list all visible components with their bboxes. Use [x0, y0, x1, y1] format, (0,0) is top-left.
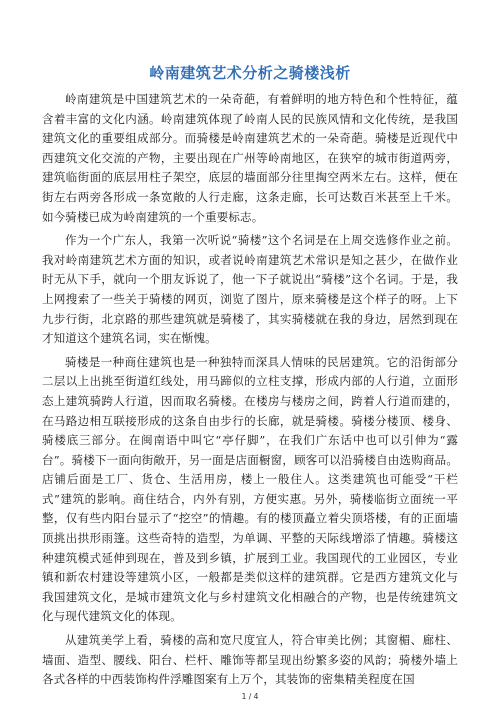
paragraph-personal: 作为一个广东人，我第一次听说“骑楼”这个名词是在上周交选修作业之前。我对岭南建筑艺术方面的知识，或者说岭南建筑艺术常识是知之甚少，在做作业时无从下手，就向一个朋友诉说了，他一下子就说出“骑楼”这个名词。于是，我上网搜索了一些关于骑楼的网页，浏览了图片，原来骑楼是这个样子的呀。上下九步行街，北京路的那些建筑就是骑楼了，其实骑楼就在我的身边，居然到现在才知道这个建筑名词，实在惭愧。 [42, 233, 458, 346]
paragraph-intro: 岭南建筑是中国建筑艺术的一朵奇葩，有着鲜明的地方特色和个性特征，蕴含着丰富的文化内涵。岭南建筑体现了岭南人民的民族风情和文化传统，是我国建筑文化的重要组成部分。而骑楼是岭南建筑艺术的一朵奇葩。骑楼是近现代中西建筑文化交流的产物，主要出现在广州等岭南地区，在狭窄的城市街道两旁，建筑临街面的底层用柱子架空，底层的墙面部分往里掏空两米左右。这样，便在街左右两旁各形成一条宽敞的人行走廊，这条走廊，长可达数百米甚至上千米。如今骑楼已成为岭南建筑的一个重要标志。 [42, 92, 458, 224]
page-number: 1 / 4 [241, 692, 259, 701]
document-title: 岭南建筑艺术分析之骑楼浅析 [149, 64, 351, 82]
paragraph-aesthetics: 从建筑美学上看，骑楼的高和宽尺度宜人，符合审美比例；其窗楣、廊柱、墙面、造型、腰线、阳台、栏杆、雕饰等都呈现出纷繁多姿的风韵；骑楼外墙上各式各样的中西装饰构件浮雕图案有上万个，其装饰的密集精美程度在国 [42, 633, 458, 687]
paragraph-definition: 骑楼是一种商住建筑也是一种独特而深具人情味的民居建筑。它的沿街部分二层以上出挑至街道红线处，用马蹄似的立柱支撑，形成内部的人行道，立面形态上建筑骑跨人行道，因而取名骑楼。在楼房与楼房之间，跨着人行道而建的，在马路边相互联接形成的这条自由步行的长廊，就是骑楼。骑楼分楼顶、楼身、骑楼底三部分。在闽南语中叫它“亭仔脚”，在我们广东话中也可以引伸为“露台”。骑楼下一面向街敞开，另一面是店面橱窗，顾客可以沿骑楼自由选购商品。店铺后面是工厂、货仓、生活用房，楼上一般住人。这类建筑也可能受“干栏式”建筑的影响。商住结合，内外有别，方便实惠。另外，骑楼临街立面统一平整，仅有些内阳台显示了“挖空”的情趣。有的楼顶矗立着尖顶塔楼，有的正面墙顶挑出拱形雨篷。这些奇特的造型，为单调、平整的天际线增添了情趣。骑楼这种建筑模式延伸到现在，普及到乡镇，扩展到工业。我国现代的工业园区，专业镇和新农村建设等建筑小区，一般都是类似这样的建筑群。它是西方建筑文化与我国建筑文化，是城市建筑文化与乡村建筑文化相融合的产物，也是传统建筑文化与现代建筑文化的体现。 [42, 354, 458, 624]
